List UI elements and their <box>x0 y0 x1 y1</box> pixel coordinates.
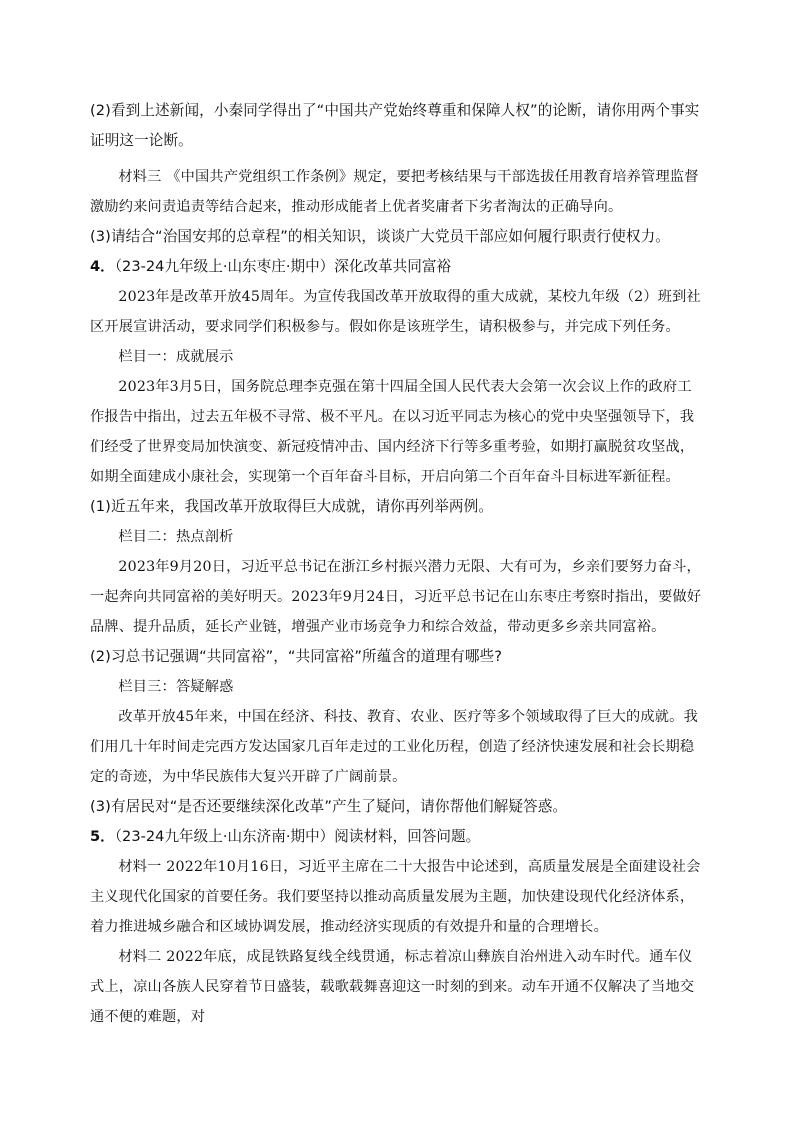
question-4-intro: 2023年是改革开放45周年。为宣传我国改革开放取得的重大成就，某校九年级（2）班到社区开展宣讲活动，要求同学们积极参与。假如你是该班学生，请积极参与，并完成下列任务。 <box>90 289 701 335</box>
column-2-text: 2023年9月20日，习近平总书记在浙江乡村振兴潜力无限、大有可为，乡亲们要努力奋斗，一起奔向共同富裕的美好明天。2023年9月24日，习近平总书记在山东枣庄考察时指出，要做好品牌、提升品质，延长产业链，增强产业市场竞争力和综合效益，带动更多乡亲共同富裕。 <box>90 559 702 635</box>
question-5-material-2: 材料二 2022年底，成昆铁路复线全线贯通，标志着凉山彝族自治州进入动车时代。通车仪式上，凉山各族人民穿着节日盛装，载歌载舞喜迎这一时刻的到来。动车开通不仅解决了当地交通不便的难题，对 <box>90 949 695 1025</box>
column-1-title: 栏目一：成就展示 <box>118 349 234 365</box>
question-4-2-prompt: (2)习总书记强调“共同富裕”，“共同富裕”所蕴含的道理有哪些? <box>90 648 503 665</box>
question-2-prompt: (2)看到上述新闻，小秦同学得出了“中国共产党始终尊重和保障人权”的论断，请你用两个事实证明这一论断。 <box>90 102 700 149</box>
question-5-number: 5． <box>90 828 115 845</box>
question-4-3-prompt: (3)有居民对“是否还要继续深化改革”产生了疑问，请你帮他们解疑答惑。 <box>90 798 568 815</box>
column-3-title: 栏目三：答疑解惑 <box>118 679 234 695</box>
material-3-paragraph: 材料三 《中国共产党组织工作条例》规定，要把考核结果与干部选拔任用教育培养管理监督激励约来问责追责等结合起来，推动形成能者上优者奖庸者下劣者淘汰的正确导向。 <box>90 169 699 215</box>
question-5-header <box>90 822 706 852</box>
column-3-text: 改革开放45年来，中国在经济、科技、教育、农业、医疗等多个领域取得了巨大的成就。我们用几十年时间走完西方发达国家几百年走过的工业化历程，创造了经济快速发展和社会长期稳定的奇迹，为中华民族伟大复兴开辟了广阔前景。 <box>90 709 698 785</box>
question-4-number: 4． <box>90 258 115 275</box>
question-5-source-title: （23-24九年级上·山东济南·期中）阅读材料，回答问题。 <box>114 828 481 845</box>
question-4-header <box>90 252 706 282</box>
column-2-title: 栏目二：热点剖析 <box>118 529 234 545</box>
question-4-1-prompt: (1)近五年来，我国改革开放取得巨大成就，请你再列举两例。 <box>90 498 494 515</box>
column-1-text: 2023年3月5日，国务院总理李克强在第十四届全国人民代表大会第一次会议上作的政府工作报告中指出，过去五年极不寻常、极不平凡。在以习近平同志为核心的党中央坚强领导下，我们经受了世界变局加快演变、新冠疫情冲击、国内经济下行等多重考验，如期打赢脱贫攻坚战，如期全面建成小康社会，实现第一个百年奋斗目标，开启向第二个百年奋斗目标进军新征程。 <box>90 379 695 485</box>
question-5-material-1: 材料一 2022年10月16日，习近平主席在二十大报告中论述到，高质量发展是全面建设社会主义现代化国家的首要任务。我们要坚持以推动高质量发展为主题，加快建设现代化经济体系，着力推进城乡融合和区域协调发展，推动经济实现质的有效提升和量的合理增长。 <box>90 859 701 935</box>
question-4-source-title: （23-24九年级上·山东枣庄·期中）深化改革共同富裕 <box>114 258 452 275</box>
question-3-prompt: (3)请结合“治国安邦的总章程”的相关知识，谈谈广大党员干部应如何履行职责行使权力。 <box>90 228 670 245</box>
